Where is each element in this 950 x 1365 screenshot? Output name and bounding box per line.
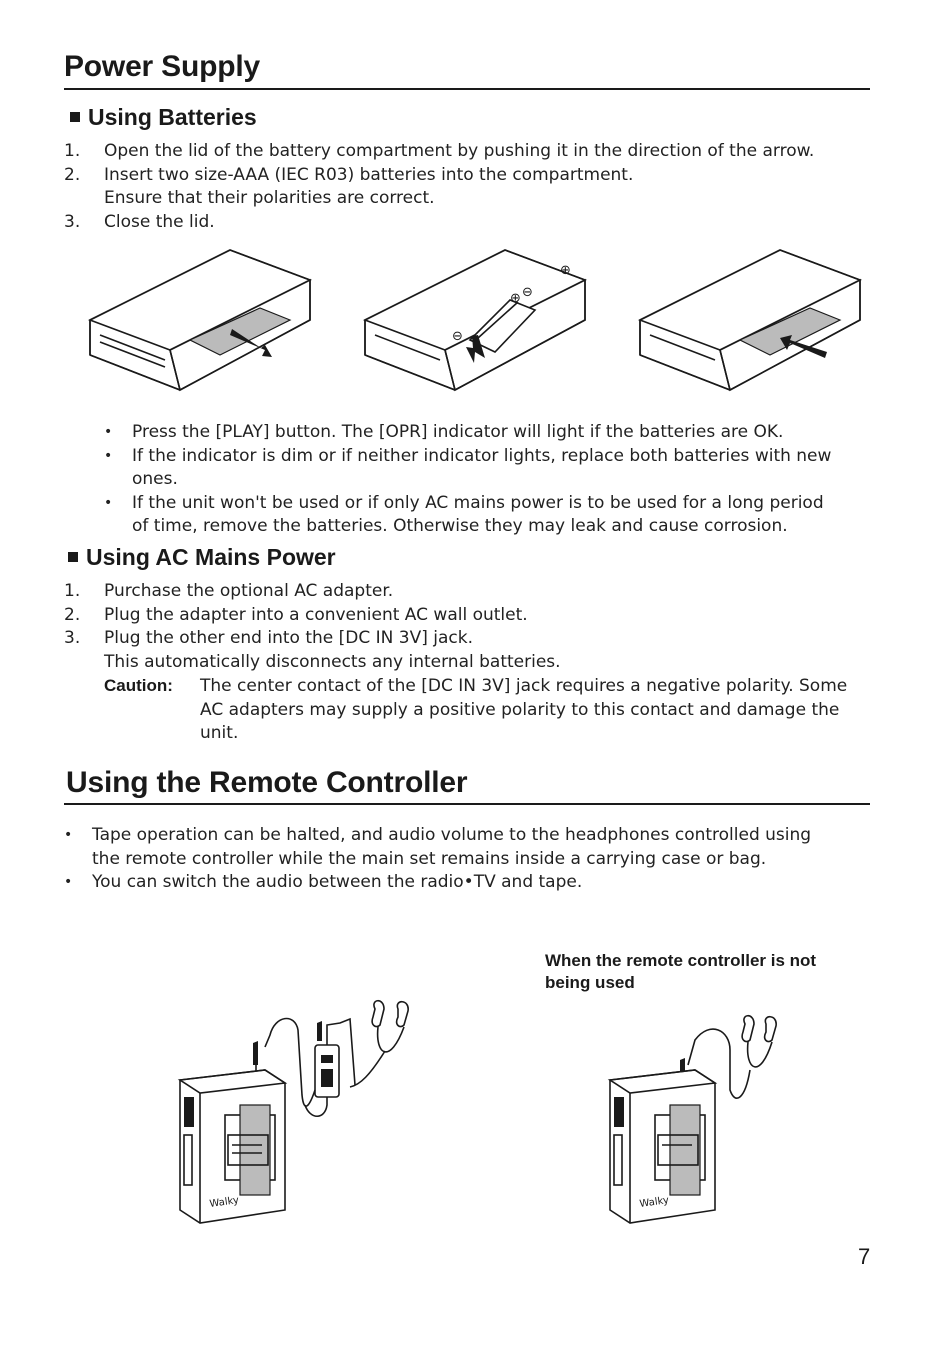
section-title-power-supply: Power Supply [64,50,260,83]
remote-not-used-illustration [600,1010,820,1230]
remote-caption: When the remote controller is not being used [545,951,817,992]
square-bullet-icon [68,552,78,562]
cassette-unit-illustration-2 [365,250,585,390]
bullet-dot: • [104,447,113,464]
remote-controller-icon [305,1019,355,1116]
walkman-player-icon [610,1070,715,1223]
list-item: 1. Open the lid of the battery compartment by pushing it in the direction of the arrow. [64,141,815,161]
list-item: 2. Insert two size-AAA (IEC R03) batteries into the compartment. [64,164,634,185]
brand-label: Walky [208,1194,240,1210]
list-item: • Tape operation can be halted, and audio volume to the headphones controlled using [64,824,884,848]
list-item: 2. Plug the adapter into a convenient AC wall outlet. [64,604,528,625]
bullet-dot: • [104,494,113,511]
brand-label: Walky [638,1194,670,1210]
list-item: This automatically disconnects any internal batteries. [104,651,561,672]
remote-bullets [64,824,884,895]
minus-symbol: ⊖ [522,285,533,300]
section-title-remote-controller: Using the Remote Controller [66,766,468,799]
plus-symbol: ⊕ [560,263,571,278]
subheading-using-batteries: Using Batteries [70,104,257,131]
battery-steps [64,140,884,234]
list-item: • If the unit won't be used or if only AC mains power is to be used for a long period [104,492,884,516]
square-bullet-icon [70,112,80,122]
page-number: 7 [858,1244,871,1269]
list-item: • Press the [PLAY] button. The [OPR] indicator will light if the batteries are OK. [104,421,884,445]
bullet-dot: • [104,424,113,440]
walkman-player-icon [180,1070,285,1223]
list-item: 3. Close the lid. [64,211,215,232]
battery-illustrations [80,240,880,400]
bullet-dot: • [64,827,73,843]
remote-in-use-illustration [170,995,430,1230]
list-item-continuation: of time, remove the batteries. Otherwise they may leak and cause corrosion. [132,516,788,536]
cassette-unit-illustration-3 [640,250,860,390]
list-item-continuation: ones. [132,469,178,489]
headphones-icon [350,1001,408,1087]
battery-notes [104,421,884,539]
minus-symbol: ⊖ [452,329,463,344]
list-item: Ensure that their polarities are correct. [104,188,435,208]
list-item-continuation: the remote controller while the main set remains inside a carrying case or bag. [92,848,767,869]
title-rule [64,803,870,805]
caution-label: Caution: [104,676,173,695]
ac-steps [64,580,884,674]
headphones-icon [742,1016,776,1067]
title-rule [64,88,870,90]
subheading-using-ac-mains-power: Using AC Mains Power [68,544,336,571]
caution-text: The center contact of the [DC IN 3V] jack requires a negative polarity. Some AC adapters may supply a positive polarity to this contact and damage the unit. [200,676,848,743]
plus-symbol: ⊕ [510,291,521,306]
list-item: 1. Purchase the optional AC adapter. [64,581,394,601]
list-item: • If the indicator is dim or if neither indicator lights, replace both batteries with new [104,445,884,469]
list-item: • You can switch the audio between the radio•TV and tape. [64,871,884,895]
list-item: 3. Plug the other end into the [DC IN 3V] jack. [64,628,473,648]
bullet-dot: • [64,874,73,890]
cassette-unit-illustration-1 [90,250,310,390]
